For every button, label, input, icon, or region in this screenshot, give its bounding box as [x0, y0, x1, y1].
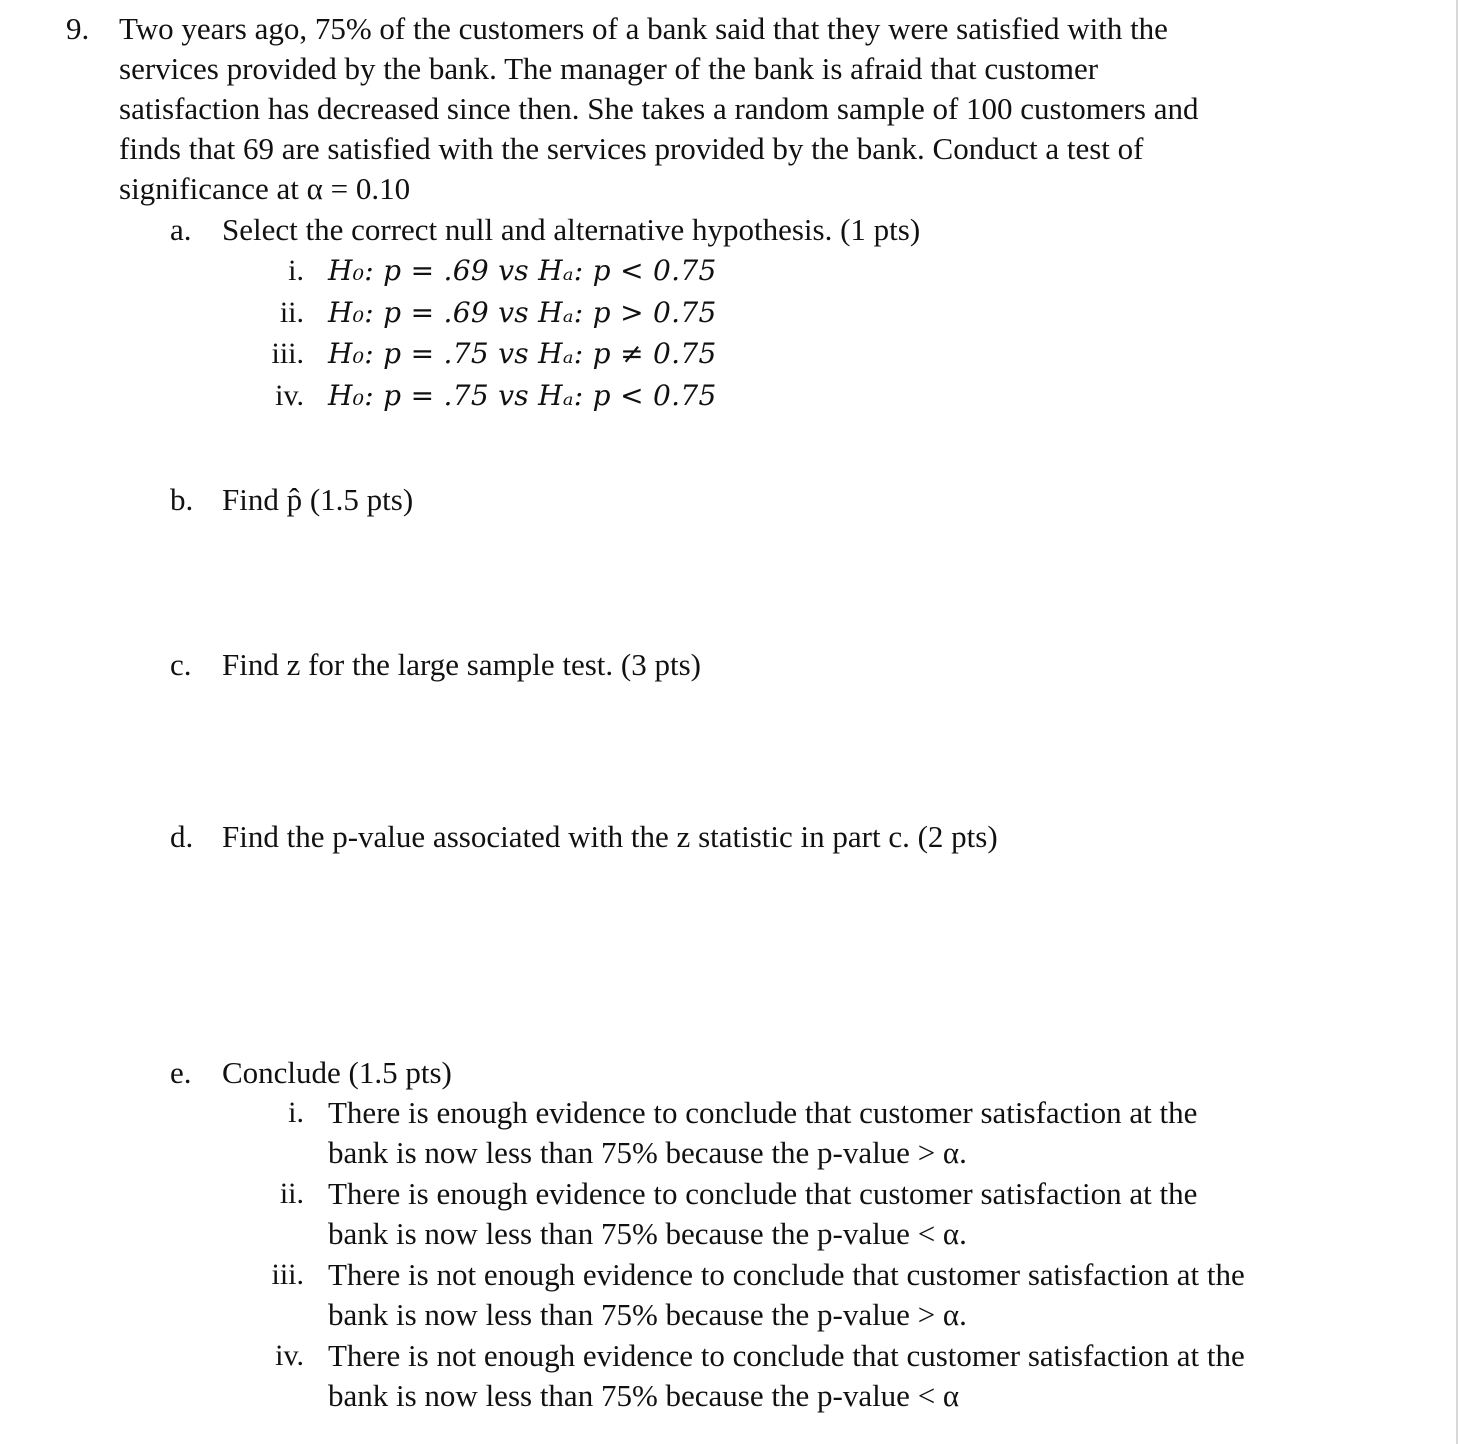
part-e-letter: e. [170, 1055, 192, 1090]
stem-line: services provided by the bank. The manager of the bank is afraid that customer [119, 51, 1099, 86]
option-e-ii-text [328, 1174, 1197, 1254]
part-d-prompt: Find the p-value associated with the z statistic in part c. (2 pts) [222, 819, 998, 854]
part-d-letter: d. [170, 819, 194, 854]
option-a-iii-number: iii. [271, 337, 304, 370]
option-e-i-line1: There is enough evidence to conclude that customer satisfaction at the [328, 1095, 1198, 1130]
question-number: 9. [66, 11, 90, 46]
option-a-i-hypothesis: H₀: p = .69 vs Hₐ: p < 0.75 [328, 254, 717, 287]
part-e-prompt: Conclude (1.5 pts) [222, 1055, 452, 1090]
stem-line: Two years ago, 75% of the customers of a bank said that they were satisfied with the [119, 11, 1168, 46]
option-a-ii-hypothesis: H₀: p = .69 vs Hₐ: p > 0.75 [328, 296, 717, 329]
part-c-prompt: Find z for the large sample test. (3 pts) [222, 647, 701, 682]
part-a-letter: a. [170, 212, 192, 247]
option-e-i-line2: bank is now less than 75% because the p-value > α. [328, 1135, 967, 1170]
option-e-i-text [328, 1093, 1197, 1173]
option-a-iii-hypothesis: H₀: p = .75 vs Hₐ: p ≠ 0.75 [328, 337, 717, 370]
part-b-prompt: Find p̂ (1.5 pts) [222, 482, 414, 517]
option-e-ii-line1: There is enough evidence to conclude that customer satisfaction at the [328, 1176, 1198, 1211]
part-b-letter: b. [170, 482, 194, 517]
option-a-ii-number: ii. [279, 296, 304, 329]
option-e-iii-line1: There is not enough evidence to conclude that customer satisfaction at the [328, 1257, 1245, 1292]
option-e-iv-number: iv. [275, 1339, 304, 1372]
question-stem [119, 9, 1379, 209]
stem-line: satisfaction has decreased since then. She takes a random sample of 100 customers and [119, 91, 1199, 126]
option-e-ii-line2: bank is now less than 75% because the p-value < α. [328, 1216, 967, 1251]
option-e-iii-number: iii. [271, 1258, 304, 1291]
stem-line: significance at α = 0.10 [119, 171, 411, 206]
option-a-i-number: i. [288, 254, 304, 287]
option-a-iv-number: iv. [275, 379, 304, 412]
option-e-iv-text [328, 1336, 1245, 1416]
option-e-i-number: i. [288, 1096, 304, 1129]
part-c-letter: c. [170, 647, 192, 682]
option-e-ii-number: ii. [279, 1177, 304, 1210]
stem-line: finds that 69 are satisfied with the services provided by the bank. Conduct a test of [119, 131, 1144, 166]
part-a-prompt: Select the correct null and alternative hypothesis. (1 pts) [222, 212, 921, 247]
option-e-iv-line1: There is not enough evidence to conclude that customer satisfaction at the [328, 1338, 1245, 1373]
option-a-iv-hypothesis: H₀: p = .75 vs Hₐ: p < 0.75 [328, 379, 717, 412]
option-e-iv-line2: bank is now less than 75% because the p-value < α [328, 1378, 960, 1413]
option-e-iii-text [328, 1255, 1245, 1335]
option-e-iii-line2: bank is now less than 75% because the p-value > α. [328, 1297, 967, 1332]
